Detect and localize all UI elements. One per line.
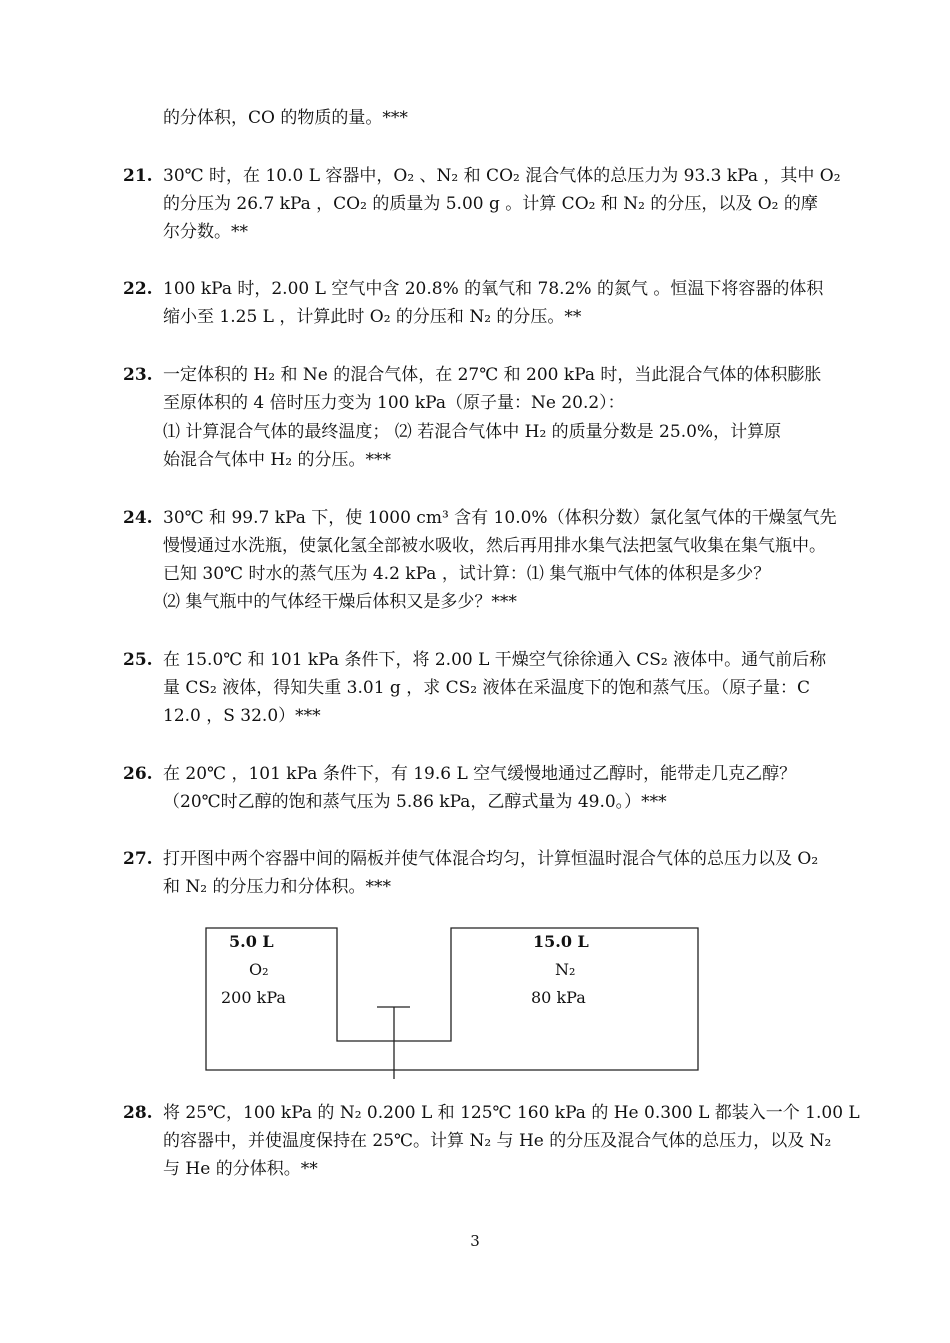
question-23-line-3: ⑴ 计算混合气体的最终温度； ⑵ 若混合气体中 H₂ 的质量分数是 25.0%，计算原 xyxy=(163,422,782,442)
question-number-27: 27. xyxy=(123,849,153,869)
right-pressure-label: 80 kPa xyxy=(531,988,586,1007)
question-number-28: 28. xyxy=(123,1103,153,1123)
question-number-25: 25. xyxy=(123,650,153,670)
left-volume-label: 5.0 L xyxy=(229,932,274,951)
question-25-line-2: 量 CS₂ 液体，得知失重 3.01 g ，求 CS₂ 液体在采温度下的饱和蒸气压。（原子量：C xyxy=(163,678,811,698)
question-26-line-1: 在 20℃ ，101 kPa 条件下，有 19.6 L 空气缓慢地通过乙醇时，能带走几克乙醇？ xyxy=(163,764,797,784)
question-26-line-2: （20℃时乙醇的饱和蒸气压为 5.86 kPa，乙醇式量为 49.0。）*** xyxy=(163,792,667,812)
question-27-line-1: 打开图中两个容器中间的隔板并使气体混合均匀，计算恒温时混合气体的总压力以及 O₂ xyxy=(163,849,819,869)
question-number-24: 24. xyxy=(123,508,153,528)
intro-line: 的分体积，CO 的物质的量。*** xyxy=(163,108,408,128)
question-number-23: 23. xyxy=(123,365,153,385)
question-24-line-4: ⑵ 集气瓶中的气体经干燥后体积又是多少？*** xyxy=(163,592,517,612)
question-23-line-2: 至原体积的 4 倍时压力变为 100 kPa（原子量：Ne 20.2）： xyxy=(163,393,625,413)
page-number: 3 xyxy=(470,1232,480,1250)
right-volume-label: 15.0 L xyxy=(533,932,589,951)
question-22-line-2: 缩小至 1.25 L ，计算此时 O₂ 的分压和 N₂ 的分压。** xyxy=(163,307,582,327)
question-number-22: 22. xyxy=(123,279,153,299)
left-pressure-label: 200 kPa xyxy=(221,988,286,1007)
question-21-line-2: 的分压为 26.7 kPa ，CO₂ 的质量为 5.00 g 。计算 CO₂ 和 N₂ 的分压，以及 O₂ 的摩 xyxy=(163,194,818,214)
left-gas-label: O₂ xyxy=(249,960,269,979)
question-23-line-1: 一定体积的 H₂ 和 Ne 的混合气体，在 27℃ 和 200 kPa 时，当此混合气体的体积膨胀 xyxy=(163,365,822,385)
question-25-line-1: 在 15.0℃ 和 101 kPa 条件下，将 2.00 L 干燥空气徐徐通入 CS₂ 液体中。通气前后称 xyxy=(163,650,827,670)
question-22-line-1: 100 kPa 时，2.00 L 空气中含 20.8% 的氧气和 78.2% 的氮气 。恒温下将容器的体积 xyxy=(163,279,824,299)
question-24-line-2: 慢慢通过水洗瓶，使氯化氢全部被水吸收，然后再用排水集气法把氢气收集在集气瓶中。 xyxy=(163,536,826,556)
right-gas-label: N₂ xyxy=(555,960,576,979)
question-number-21: 21. xyxy=(123,166,153,186)
question-24-line-3: 已知 30℃ 时水的蒸气压为 4.2 kPa ，试计算：⑴ 集气瓶中气体的体积是多少？ xyxy=(163,564,771,584)
question-28-line-3: 与 He 的分体积。** xyxy=(163,1159,318,1179)
question-23-line-4: 始混合气体中 H₂ 的分压。*** xyxy=(163,450,391,470)
question-28-line-1: 将 25℃，100 kPa 的 N₂ 0.200 L 和 125℃ 160 kPa 的 He 0.300 L 都装入一个 1.00 L xyxy=(163,1103,860,1123)
two-container-diagram xyxy=(205,926,700,1086)
question-25-line-3: 12.0 ，S 32.0）*** xyxy=(163,706,321,726)
question-27-line-2: 和 N₂ 的分压力和分体积。*** xyxy=(163,877,391,897)
question-number-26: 26. xyxy=(123,764,153,784)
question-28-line-2: 的容器中，并使温度保持在 25℃。计算 N₂ 与 He 的分压及混合气体的总压力，以及 N₂ xyxy=(163,1131,832,1151)
question-21-line-1: 30℃ 时，在 10.0 L 容器中，O₂ 、N₂ 和 CO₂ 混合气体的总压力为 93.3 kPa ，其中 O₂ xyxy=(163,166,841,186)
question-24-line-1: 30℃ 和 99.7 kPa 下，使 1000 cm³ 含有 10.0%（体积分数）氯化氢气体的干燥氢气先 xyxy=(163,508,837,528)
question-21-line-3: 尔分数。** xyxy=(163,222,248,242)
